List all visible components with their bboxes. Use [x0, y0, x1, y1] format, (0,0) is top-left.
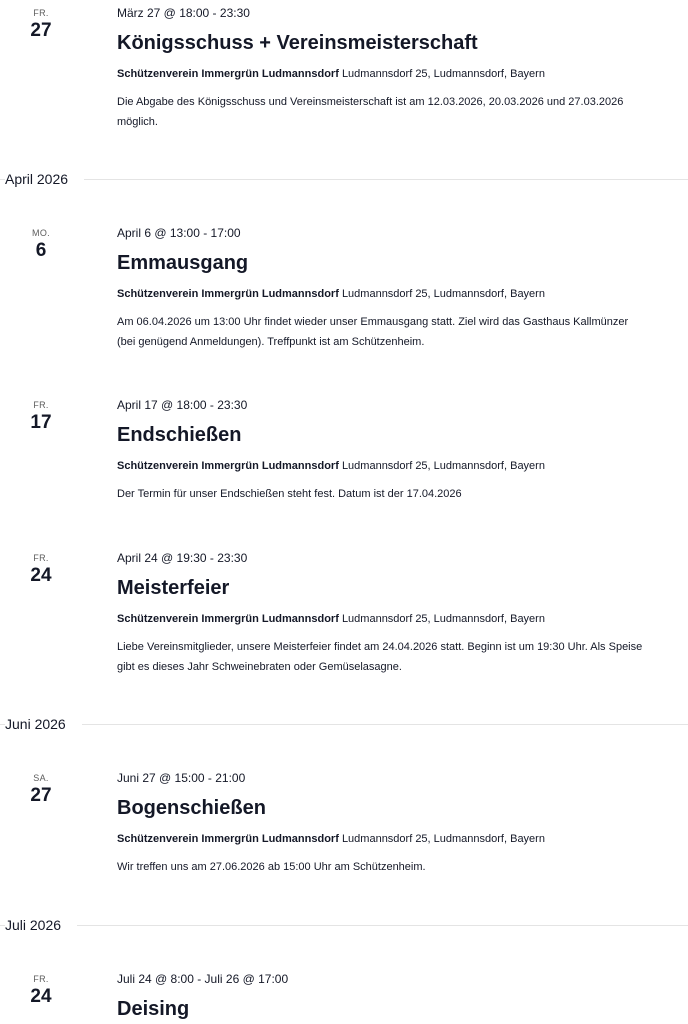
event-day: 6 [35, 240, 47, 261]
month-separator [0, 915, 688, 935]
event-title-link[interactable]: Meisterfeier [117, 577, 230, 599]
event-day: 24 [30, 565, 52, 586]
month-label: April 2026 [5, 171, 84, 187]
event-time: Juni 27 @ 15:00 - 21:00 [117, 771, 246, 785]
event-weekday: SA. [33, 773, 49, 783]
month-divider-line [0, 179, 688, 180]
event-date-tag [16, 400, 66, 434]
event-date-tag [16, 228, 66, 262]
event-time: April 24 @ 19:30 - 23:30 [117, 551, 248, 565]
month-separator [0, 714, 688, 734]
month-divider-line [0, 925, 688, 926]
event-date-tag [16, 773, 66, 807]
venue-address: Ludmannsdorf 25, Ludmannsdorf, Bayern [341, 460, 545, 472]
event-description: Liebe Vereinsmitglieder, unsere Meisterfeier findet am 24.04.2026 statt. Beginn ist um 19:30 Uhr. Als Speise gibt es dieses Jahr Schweinebraten oder Gemüselasagne. [117, 641, 643, 673]
event-time: März 27 @ 18:00 - 23:30 [117, 6, 250, 20]
month-label: Juli 2026 [5, 917, 77, 933]
event-day: 24 [30, 986, 52, 1007]
event-date-tag [16, 974, 66, 1008]
event-venue [117, 832, 677, 846]
event-weekday: FR. [33, 974, 49, 984]
event-body [117, 398, 677, 504]
venue-name: Schützenverein Immergrün Ludmannsdorf [117, 460, 339, 472]
event-venue [117, 67, 677, 81]
event-day: 27 [30, 785, 52, 806]
event-time: Juli 24 @ 8:00 - Juli 26 @ 17:00 [117, 972, 289, 986]
event-day: 17 [30, 412, 52, 433]
venue-address: Ludmannsdorf 25, Ludmannsdorf, Bayern [341, 833, 545, 845]
event-weekday: FR. [33, 8, 49, 18]
event-body [117, 771, 677, 877]
event-venue [117, 459, 677, 473]
event-body [117, 226, 677, 352]
event-day: 27 [30, 20, 52, 41]
venue-name: Schützenverein Immergrün Ludmannsdorf [117, 613, 339, 625]
venue-name: Schützenverein Immergrün Ludmannsdorf [117, 288, 339, 300]
event-venue [117, 612, 677, 626]
venue-address: Ludmannsdorf 25, Ludmannsdorf, Bayern [341, 68, 545, 80]
month-label: Juni 2026 [5, 716, 82, 732]
event-title-link[interactable]: Emmausgang [117, 252, 249, 274]
event-weekday: MO. [32, 228, 50, 238]
event-weekday: FR. [33, 553, 49, 563]
venue-name: Schützenverein Immergrün Ludmannsdorf [117, 68, 339, 80]
event-time: April 17 @ 18:00 - 23:30 [117, 398, 248, 412]
event-time: April 6 @ 13:00 - 17:00 [117, 226, 241, 240]
event-title-link[interactable]: Bogenschießen [117, 797, 266, 819]
event-weekday: FR. [33, 400, 49, 410]
event-title-link[interactable]: Endschießen [117, 424, 242, 446]
event-title-link[interactable]: Königsschuss + Vereinsmeisterschaft [117, 32, 478, 54]
event-date-tag [16, 8, 66, 42]
month-divider-line [0, 724, 688, 725]
event-body [117, 6, 677, 132]
event-description: Die Abgabe des Königsschuss und Vereinsmeisterschaft ist am 12.03.2026, 20.03.2026 und 27.03.2026 möglich. [117, 96, 624, 128]
event-date-tag [16, 553, 66, 587]
event-body [117, 972, 677, 1021]
month-separator [0, 169, 688, 189]
venue-address: Ludmannsdorf 25, Ludmannsdorf, Bayern [341, 288, 545, 300]
event-description: Der Termin für unser Endschießen steht fest. Datum ist der 17.04.2026 [117, 488, 462, 500]
venue-address: Ludmannsdorf 25, Ludmannsdorf, Bayern [341, 613, 545, 625]
event-body [117, 551, 677, 677]
event-description: Wir treffen uns am 27.06.2026 ab 15:00 Uhr am Schützenheim. [117, 861, 426, 873]
event-venue [117, 287, 677, 301]
event-title-link[interactable]: Deising [117, 998, 190, 1020]
venue-name: Schützenverein Immergrün Ludmannsdorf [117, 833, 339, 845]
event-description: Am 06.04.2026 um 13:00 Uhr findet wieder unser Emmausgang statt. Ziel wird das Gasthaus Kallmünzer (bei genügend Anmeldungen). Treffpunkt ist am Schützenheim. [117, 316, 629, 348]
